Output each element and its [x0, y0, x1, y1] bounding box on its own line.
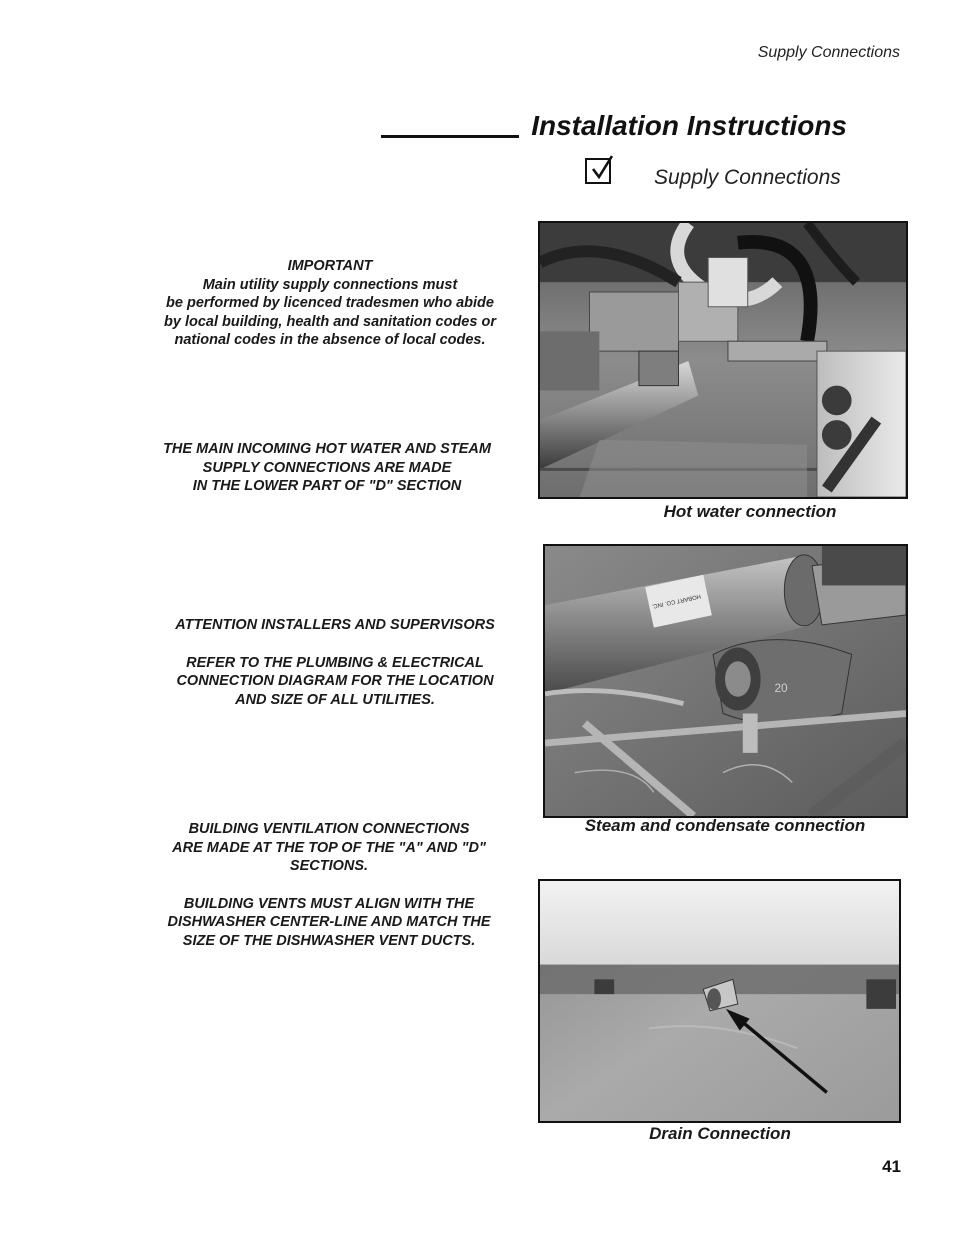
note-line: BUILDING VENTILATION CONNECTIONS	[188, 821, 470, 837]
note-line: be performed by licenced tradesmen who abide	[166, 295, 494, 312]
section-subtitle: Supply Connections	[654, 166, 841, 189]
hot-water-connection-photo	[538, 221, 908, 499]
steam-condensate-caption: Steam and condensate connection	[584, 816, 866, 835]
main-incoming-note	[137, 440, 517, 496]
page-title	[381, 110, 847, 142]
checked-box-icon	[585, 158, 611, 184]
drain-connection-caption: Drain Connection	[649, 1124, 791, 1143]
note-line: IMPORTANT	[287, 258, 373, 274]
drain-connection-photo	[538, 879, 901, 1123]
note-line: BUILDING VENTS MUST ALIGN WITH THE	[183, 895, 475, 912]
note-line: SUPPLY CONNECTIONS ARE MADE	[202, 459, 452, 476]
note-line: ARE MADE AT THE TOP OF THE "A" AND "D"	[172, 839, 486, 856]
note-line: SIZE OF THE DISHWASHER VENT DUCTS.	[182, 932, 476, 949]
important-note	[140, 257, 520, 350]
note-line: by local building, health and sanitation codes or	[164, 313, 496, 330]
note-line: AND SIZE OF ALL UTILITIES.	[235, 691, 435, 708]
ventilation-note	[139, 820, 519, 951]
running-header: Supply Connections	[757, 44, 900, 61]
pipe-label: HOBART CO. INC.	[650, 592, 702, 609]
note-line: Main utility supply connections must	[202, 276, 458, 293]
title-blank-line	[381, 135, 519, 138]
steam-condensate-photo	[543, 544, 908, 818]
note-line: SECTIONS.	[289, 858, 369, 875]
note-line: DISHWASHER CENTER-LINE AND MATCH THE	[167, 914, 491, 931]
hot-water-caption: Hot water connection	[663, 502, 837, 521]
note-line: ATTENTION INSTALLERS AND SUPERVISORS	[175, 617, 495, 633]
note-line: THE MAIN INCOMING HOT WATER AND STEAM	[163, 441, 491, 457]
note-line: IN THE LOWER PART OF "D" SECTION	[192, 478, 462, 495]
note-line: national codes in the absence of local codes.	[174, 332, 486, 349]
fitting-mark: 20	[774, 680, 788, 695]
page-number: 41	[882, 1157, 901, 1176]
note-line: REFER TO THE PLUMBING & ELECTRICAL	[186, 654, 484, 671]
attention-note	[145, 616, 525, 709]
note-line: CONNECTION DIAGRAM FOR THE LOCATION	[176, 673, 494, 690]
page-title-text: Installation Instructions	[531, 110, 847, 141]
